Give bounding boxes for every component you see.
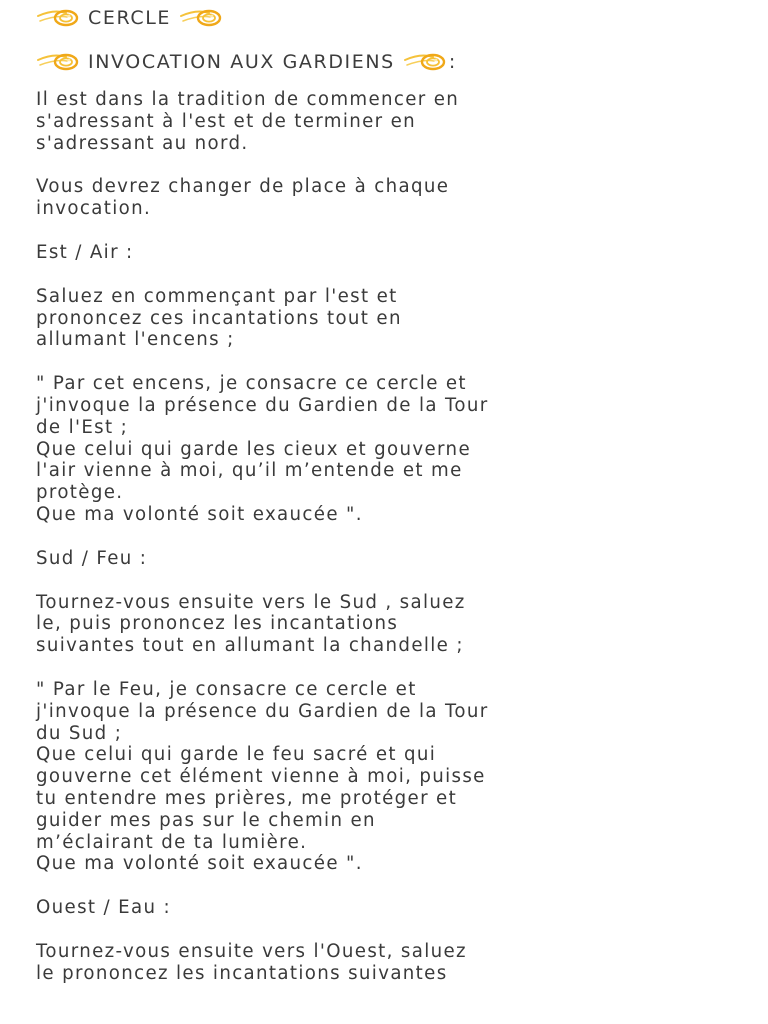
dizzy-comet-icon [36, 7, 80, 29]
paragraph-instruction: Vous devrez changer de place à chaque invocation. [36, 176, 450, 220]
paragraph-east-incantation: " Par cet encens, je consacre ce cercle et j'invoque la présence du Gardien de la Tour de l'Est ; Que celui qui garde les cieux et gouverne l'air vienne à moi, qu’il m’entende et me protège. Que ma volonté soit exaucée ". [36, 373, 489, 525]
subtitle-heading [36, 49, 738, 75]
section-heading-west-water: Ouest / Eau : [36, 897, 171, 919]
paragraph-intro: Il est dans la tradition de commencer en s'adressant à l'est et de terminer en s'adressant au nord. [36, 89, 460, 154]
title-heading [36, 5, 738, 31]
paragraph-south-instruction: Tournez-vous ensuite vers le Sud , saluez le, puis prononcez les incantations suivantes tout en allumant la chandelle ; [36, 591, 466, 657]
body-text [36, 89, 738, 985]
paragraph-west-instruction: Tournez-vous ensuite vers l'Ouest, saluez le prononcez les incantations suivantes [36, 940, 467, 984]
section-heading-east-air: Est / Air : [36, 241, 134, 263]
dizzy-comet-icon [36, 51, 80, 73]
subtitle-text: INVOCATION AUX GARDIENS [88, 51, 395, 73]
dizzy-comet-icon [179, 7, 223, 29]
subtitle-colon: : [448, 51, 457, 73]
title-text: CERCLE [88, 7, 171, 29]
section-heading-south-fire: Sud / Feu : [36, 547, 148, 569]
paragraph-east-instruction: Saluez en commençant par l'est et prononcez ces incantations tout en allumant l'encens ; [36, 285, 402, 351]
dizzy-comet-icon [403, 51, 447, 73]
paragraph-south-incantation: " Par le Feu, je consacre ce cercle et j'invoque la présence du Gardien de la Tour du Sud ; Que celui qui garde le feu sacré et qui gouverne cet élément vienne à moi, puisse tu entendre mes prières, me protéger et guider mes pas sur le chemin en m’éclairant de ta lumière. Que ma volonté soit exaucée ". [36, 678, 489, 875]
